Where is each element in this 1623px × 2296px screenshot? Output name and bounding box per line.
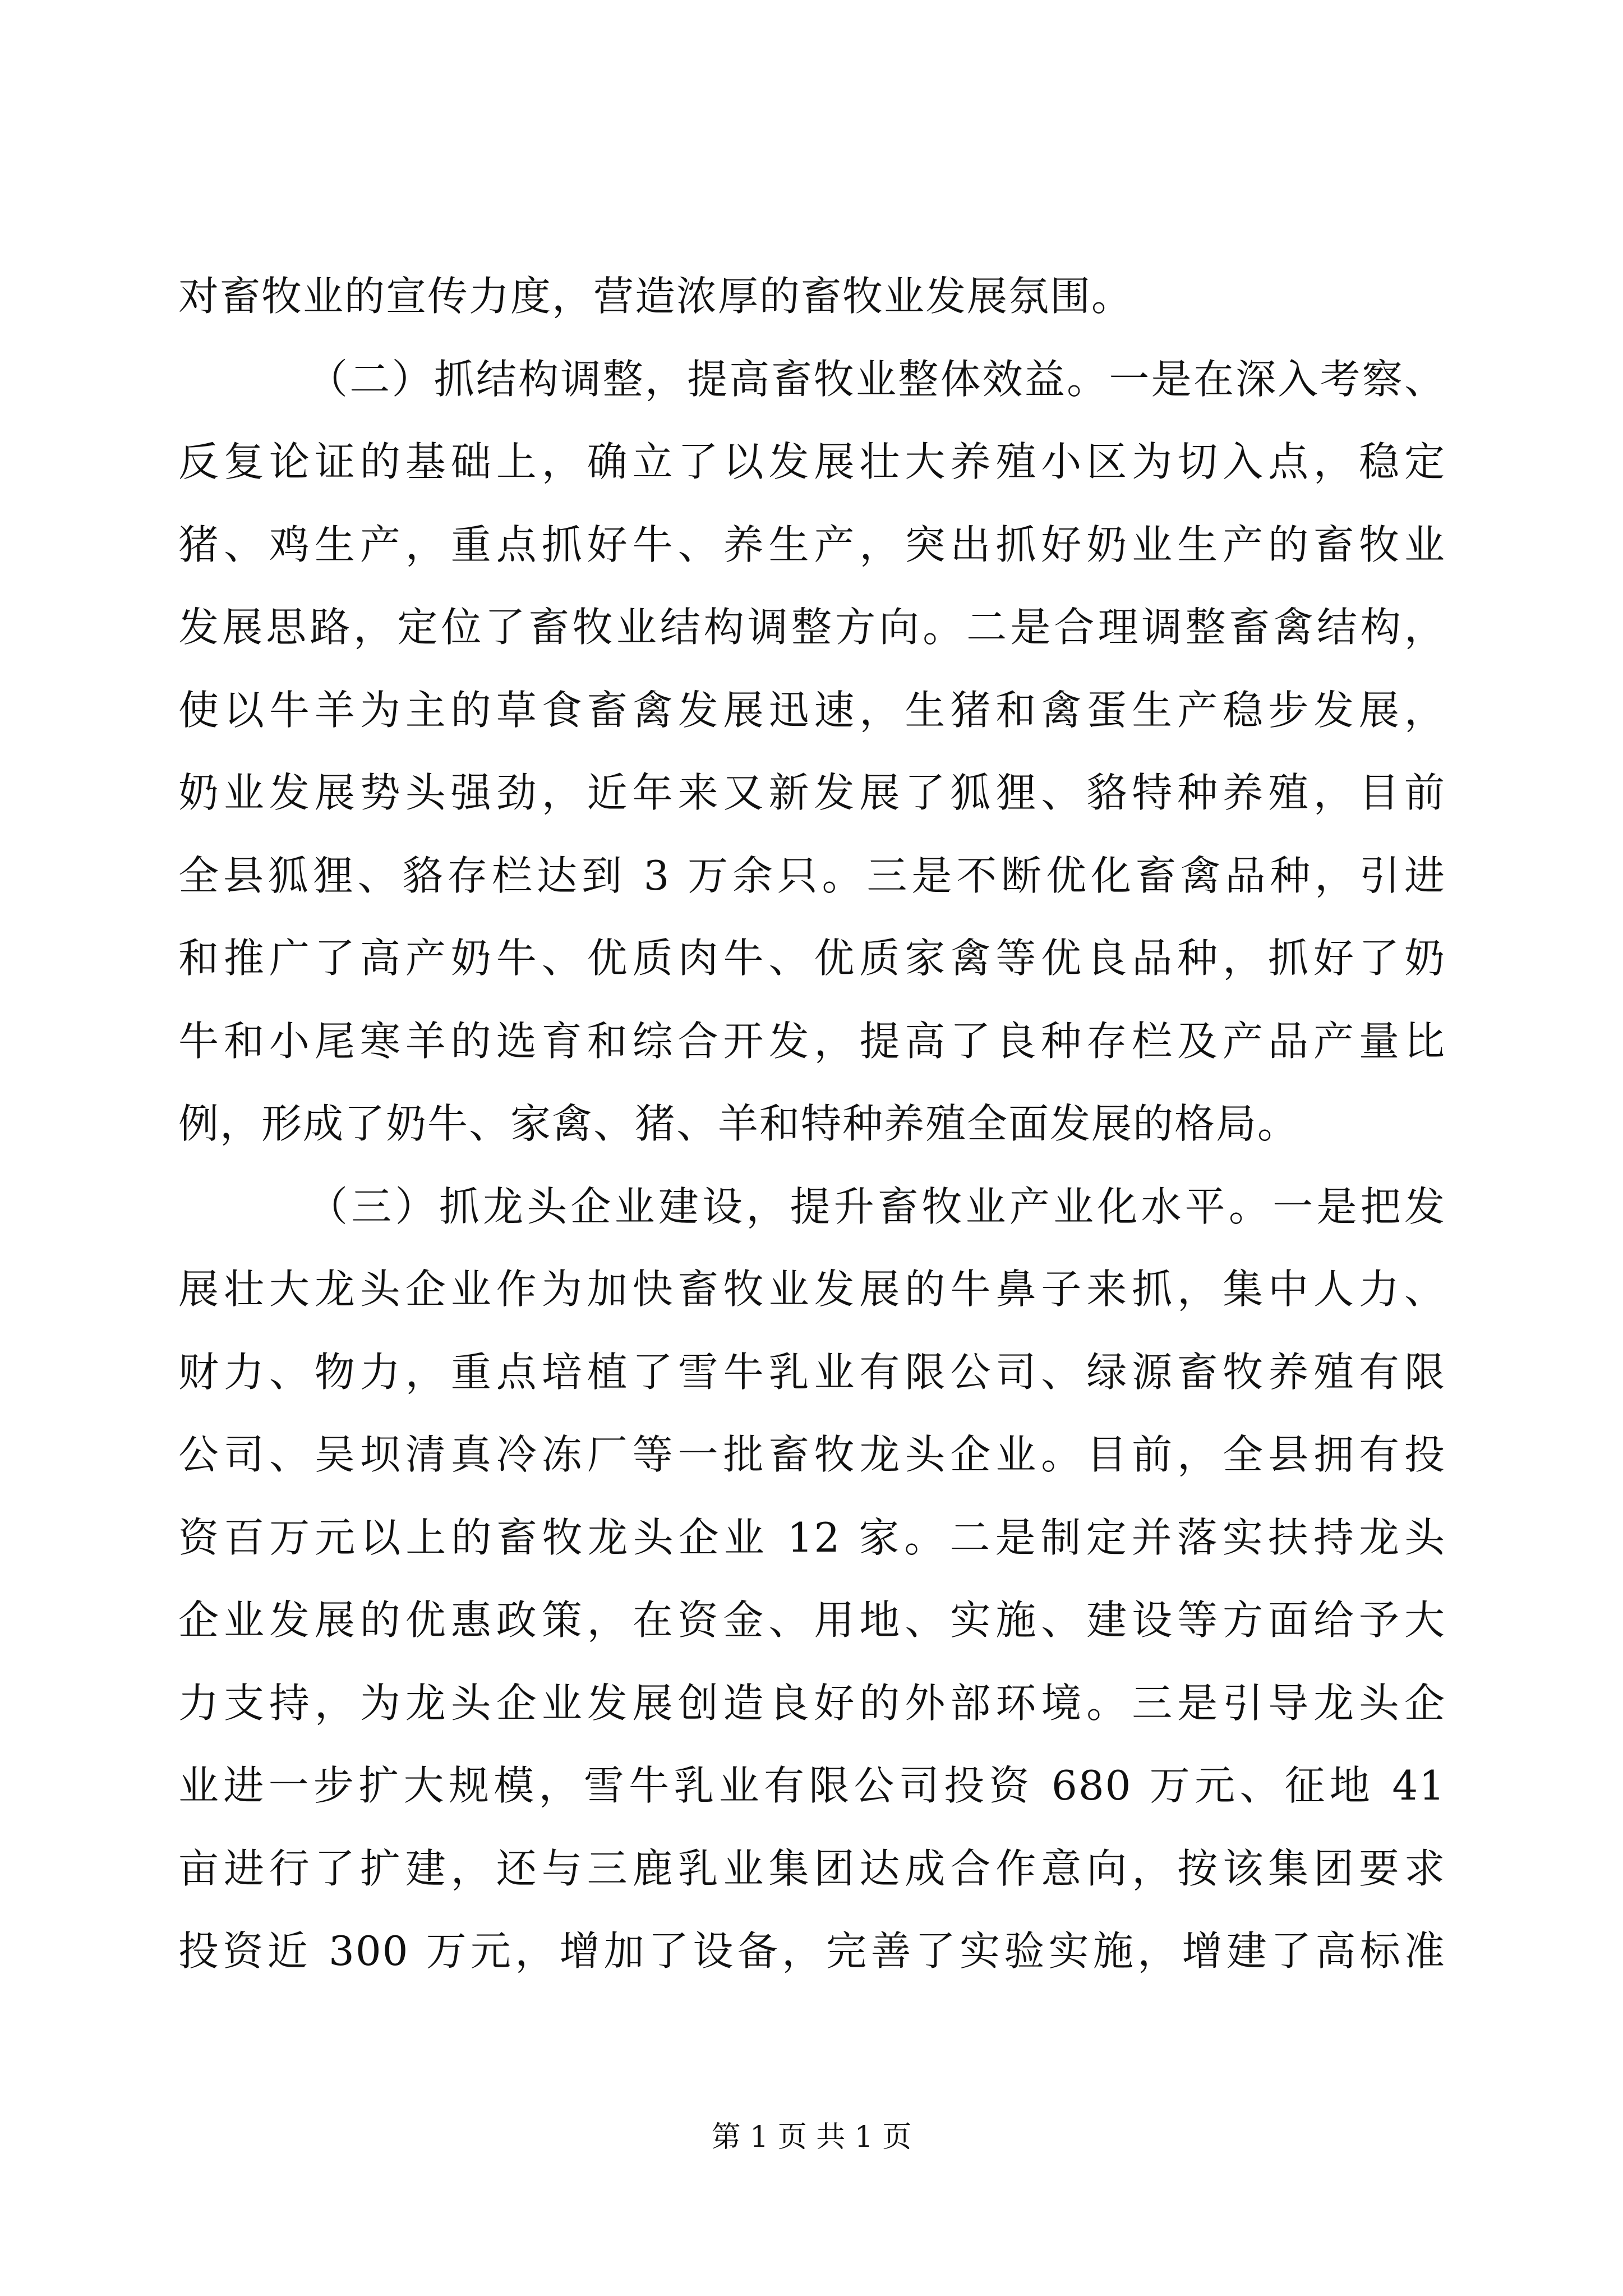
text-line: 猪、鸡生产，重点抓好牛、养生产，突出抓好奶业生产的畜牧业	[178, 521, 1446, 568]
text-line: 力支持，为龙头企业发展创造良好的外部环境。三是引导龙头企	[178, 1679, 1446, 1727]
text-line: 公司、吴坝清真冷冻厂等一批畜牧龙头企业。目前，全县拥有投	[178, 1431, 1446, 1478]
text-line: 展壮大龙头企业作为加快畜牧业发展的牛鼻子来抓，集中人力、	[178, 1266, 1446, 1313]
text-line: 全县狐狸、貉存栏达到 3 万余只。三是不断优化畜禽品种，引进	[178, 852, 1446, 899]
text-line: 使以牛羊为主的草食畜禽发展迅速，生猪和禽蛋生产稳步发展，	[178, 686, 1446, 734]
page-footer	[0, 2118, 1623, 2157]
text-line: 对畜牧业的宣传力度，营造浓厚的畜牧业发展氛围。	[178, 273, 1133, 320]
text-line: 例，形成了奶牛、家禽、猪、羊和特种养殖全面发展的格局。	[178, 1100, 1299, 1147]
text-line: 发展思路，定位了畜牧业结构调整方向。二是合理调整畜禽结构，	[178, 604, 1446, 651]
text-line: 牛和小尾寒羊的选育和综合开发，提高了良种存栏及产品产量比	[178, 1017, 1446, 1065]
text-line: 财力、物力，重点培植了雪牛乳业有限公司、绿源畜牧养殖有限	[178, 1348, 1446, 1396]
text-line: 业进一步扩大规模，雪牛乳业有限公司投资 680 万元、征地 41	[178, 1762, 1446, 1809]
text-line: 投资近 300 万元，增加了设备，完善了实验实施，增建了高标准	[178, 1927, 1446, 1975]
paragraph-start-line: （二）抓结构调整，提高畜牧业整体效益。一是在深入考察、	[307, 355, 1446, 403]
text-line: 奶业发展势头强劲，近年来又新发展了狐狸、貉特种养殖，目前	[178, 769, 1446, 816]
text-line: 资百万元以上的畜牧龙头企业 12 家。二是制定并落实扶持龙头	[178, 1513, 1446, 1561]
text-line: 和推广了高产奶牛、优质肉牛、优质家禽等优良品种，抓好了奶	[178, 935, 1446, 982]
text-line: 企业发展的优惠政策，在资金、用地、实施、建设等方面给予大	[178, 1596, 1446, 1644]
text-line: 反复论证的基础上，确立了以发展壮大养殖小区为切入点，稳定	[178, 438, 1446, 485]
page-number: 第 1 页 共 1 页	[711, 2120, 912, 2154]
body-text	[178, 255, 1446, 1993]
paragraph-start-line: （三）抓龙头企业建设，提升畜牧业产业化水平。一是把发	[307, 1182, 1446, 1230]
text-line: 亩进行了扩建，还与三鹿乳业集团达成合作意向，按该集团要求	[178, 1844, 1446, 1892]
